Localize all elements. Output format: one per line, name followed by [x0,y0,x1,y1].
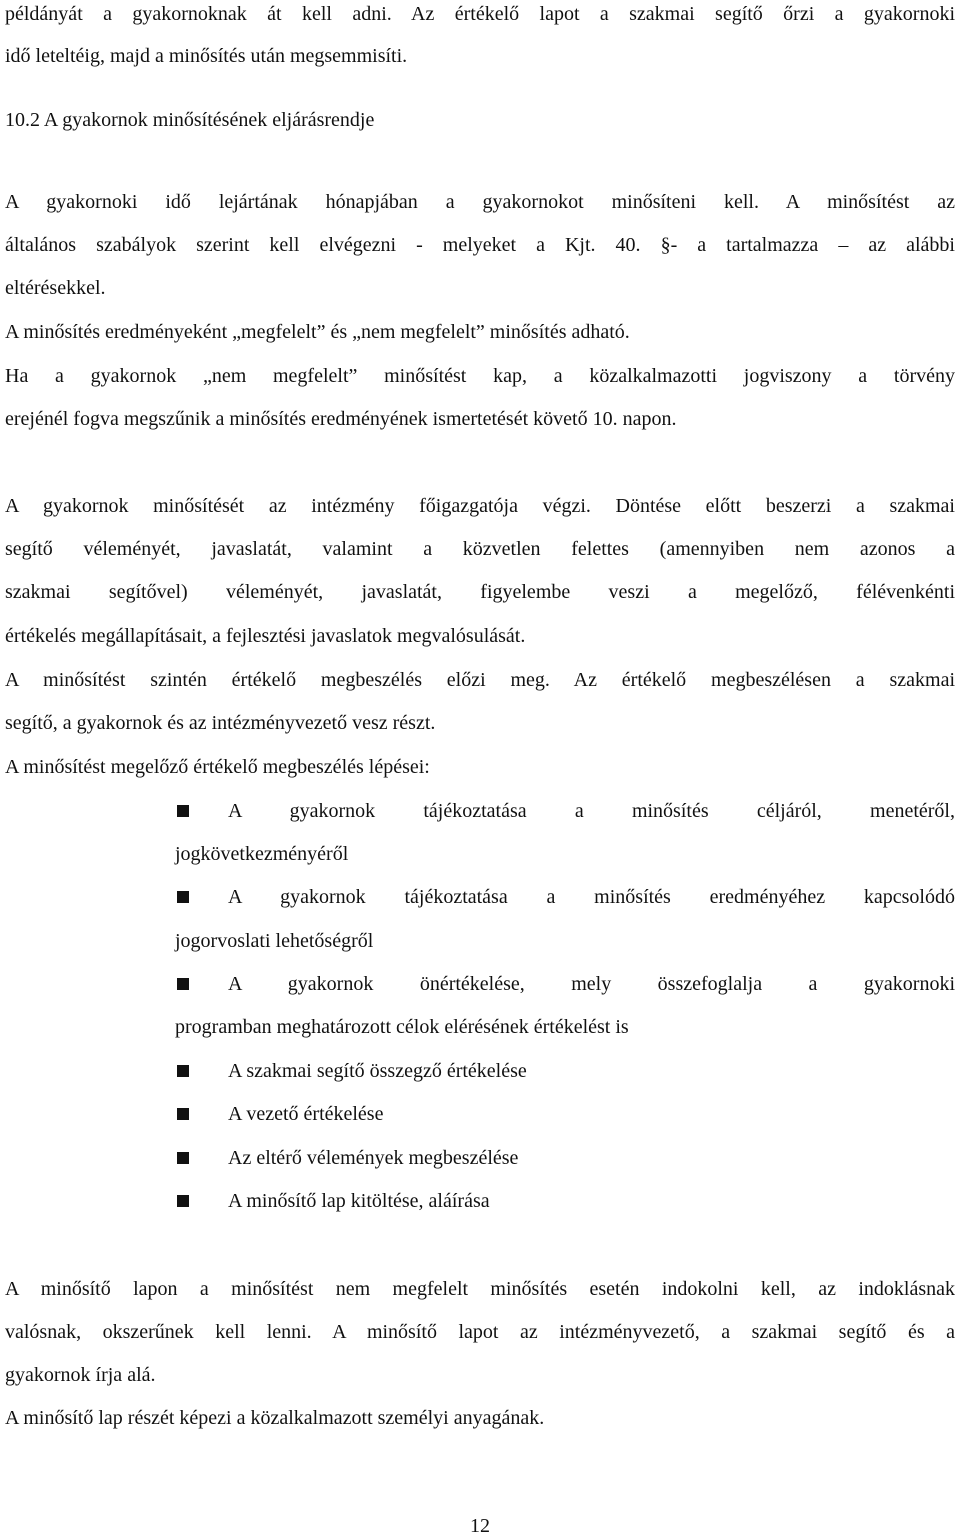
square-bullet-icon [177,1195,189,1207]
paragraph-1-line-3: eltérésekkel. [5,277,106,299]
list-item-line-1: A gyakornok önértékelése, mely összefoglalja a gyakornoki [228,973,955,995]
list-item-line-1: A gyakornok tájékoztatása a minősítés eredményéhez kapcsolódó [228,886,955,908]
paragraph-5-line-2: segítő, a gyakornok és az intézményvezető vesz részt. [5,712,436,734]
page-number: 12 [470,1515,490,1537]
paragraph-2: A minősítés eredményeként „megfelelt” és „nem megfelelt” minősítés adható. [5,321,630,343]
paragraph-6-line-3: gyakornok írja alá. [5,1364,156,1386]
list-item-line-1: A vezető értékelése [228,1103,384,1125]
list-item-line-1: A gyakornok tájékoztatása a minősítés céljáról, menetéről, [228,800,955,822]
section-heading: 10.2 A gyakornok minősítésének eljárásrendje [5,109,375,131]
square-bullet-icon [177,1152,189,1164]
paragraph-6-line-2: valósnak, okszerűnek kell lenni. A minősítő lapot az intézményvezető, a szakmai segítő és a [5,1321,955,1343]
paragraph-4-line-3: szakmai segítővel) véleményét, javaslatát, figyelembe veszi a megelőző, félévenkénti [5,581,955,603]
paragraph-5-line-1: A minősítést szintén értékelő megbeszélés előzi meg. Az értékelő megbeszélésen a szakmai [5,669,955,691]
paragraph-top-line-1: példányát a gyakornoknak át kell adni. Az értékelő lapot a szakmai segítő őrzi a gyakornoki [5,3,955,25]
square-bullet-icon [177,978,189,990]
paragraph-1-line-2: általános szabályok szerint kell elvégezni - melyeket a Kjt. 40. §- a tartalmazza – az alábbi [5,234,955,256]
paragraph-3-line-2: erejénél fogva megszűnik a minősítés eredményének ismertetését követő 10. napon. [5,408,677,430]
square-bullet-icon [177,805,189,817]
list-item-line-2: jogkövetkezményéről [175,843,349,865]
list-intro: A minősítést megelőző értékelő megbeszélés lépései: [5,756,430,778]
square-bullet-icon [177,891,189,903]
square-bullet-icon [177,1065,189,1077]
paragraph-7: A minősítő lap részét képezi a közalkalmazott személyi anyagának. [5,1407,545,1429]
paragraph-4-line-2: segítő véleményét, javaslatát, valamint a közvetlen felettes (amennyiben nem azonos a [5,538,955,560]
paragraph-6-line-1: A minősítő lapon a minősítést nem megfelelt minősítés esetén indokolni kell, az indoklásnak [5,1278,955,1300]
paragraph-1-line-1: A gyakornoki idő lejártának hónapjában a gyakornokot minősíteni kell. A minősítést az [5,191,955,213]
list-item-line-2: programban meghatározott célok elérésének értékelést is [175,1016,629,1038]
square-bullet-icon [177,1108,189,1120]
paragraph-3-line-1: Ha a gyakornok „nem megfelelt” minősítést kap, a közalkalmazotti jogviszony a törvény [5,365,955,387]
paragraph-4-line-1: A gyakornok minősítését az intézmény főigazgatója végzi. Döntése előtt beszerzi a szakmai [5,495,955,517]
list-item-line-1: Az eltérő vélemények megbeszélése [228,1147,519,1169]
list-item-line-1: A minősítő lap kitöltése, aláírása [228,1190,490,1212]
paragraph-4-line-4: értékelés megállapításait, a fejlesztési javaslatok megvalósulását. [5,625,526,647]
list-item-line-2: jogorvoslati lehetőségről [175,930,374,952]
list-item-line-1: A szakmai segítő összegző értékelése [228,1060,527,1082]
paragraph-top-line-2: idő leteltéig, majd a minősítés után megsemmisíti. [5,45,408,67]
